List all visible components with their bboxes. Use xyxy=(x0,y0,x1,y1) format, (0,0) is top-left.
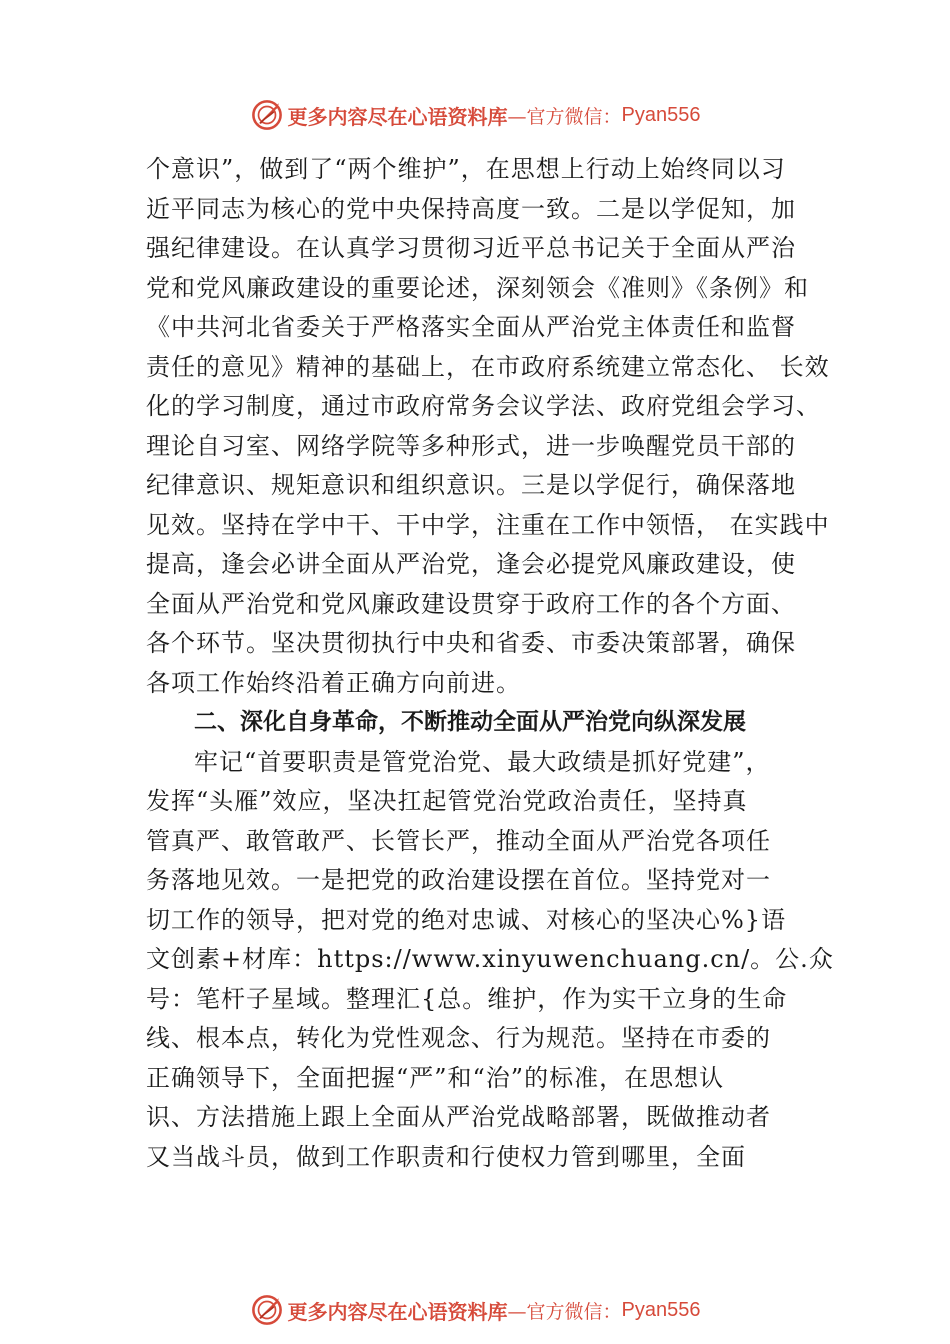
text-line: 识、方法措施上跟上全面从严治党战略部署，既做推动者 xyxy=(146,1103,771,1131)
text-line: 发挥“头雁”效应，坚决扛起管党治党政治责任，坚持真 xyxy=(146,787,748,815)
text-line: 强纪律建设。在认真学习贯彻习近平总书记关于全面从严治 xyxy=(146,234,796,262)
text-line: 务落地见效。一是把党的政治建设摆在首位。坚持党对一 xyxy=(146,866,771,894)
text-line: 《中共河北省委关于严格落实全面从严治党主体责任和监督 xyxy=(146,313,796,341)
header-banner xyxy=(0,95,950,135)
banner-sub-text: —官方微信： xyxy=(507,1300,622,1323)
logo-icon xyxy=(250,98,284,132)
text-line: 管真严、敢管敢严、长管长严，推动全面从严治党各项任 xyxy=(146,826,771,855)
text-line: 各项工作始终沿着正确方向前进。 xyxy=(146,668,521,697)
text-line: 正确领导下，全面把握“严”和“治”的标准，在思想认 xyxy=(146,1063,725,1092)
text-line: 近平同志为核心的党中央保持高度一致。二是以学促知，加 xyxy=(146,194,796,223)
text-line: 纪律意识、规矩意识和组织意识。三是以学促行，确保落地 xyxy=(146,471,796,499)
text-line: 切工作的领导，把对党的绝对忠诚、对核心的坚决心%}语 xyxy=(146,905,787,934)
logo-icon xyxy=(250,1293,284,1327)
footer-banner xyxy=(0,1290,950,1330)
text-line: 各个环节。坚决贯彻执行中央和省委、市委决策部署，确保 xyxy=(146,629,796,657)
text-line: 号：笔杆子星域。整理汇{总。维护，作为实干立身的生命 xyxy=(146,984,788,1013)
text-line: 提高，逢会必讲全面从严治党，逢会必提党风廉政建设，使 xyxy=(146,550,796,578)
banner-account: Pyan556 xyxy=(621,1298,701,1321)
text-line: 又当战斗员，做到工作职责和行使权力管到哪里，全面 xyxy=(146,1142,746,1171)
text-line: 化的学习制度，通过市政府常务会议学法、政府党组会学习、 xyxy=(146,392,821,420)
text-line: 个意识”，做到了“两个维护”，在思想上行动上始终同以习 xyxy=(146,155,786,183)
document-body xyxy=(146,150,834,1177)
section-heading: 二、深化自身革命，不断推动全面从严治党向纵深发展 xyxy=(194,709,746,735)
banner-account: Pyan556 xyxy=(621,103,701,126)
banner-main-text: 更多内容尽在心语资料库 xyxy=(287,104,508,129)
banner-main-text: 更多内容尽在心语资料库 xyxy=(287,1299,508,1324)
banner-sub-text: —官方微信： xyxy=(507,105,622,128)
text-line: 全面从严治党和党风廉政建设贯穿于政府工作的各个方面、 xyxy=(146,589,796,618)
text-line: 党和党风廉政建设的重要论述，深刻领会《准则》《条例》和 xyxy=(146,273,809,302)
text-line: 见效。坚持在学中干、干中学，注重在工作中领悟， 在实践中 xyxy=(146,510,830,539)
text-line: 线、根本点，转化为党性观念、行为规范。坚持在市委的 xyxy=(146,1024,771,1052)
text-line: 文创素+材库：https://www.xinyuwenchuang.cn/。公.众 xyxy=(146,945,834,973)
text-line: 牢记“首要职责是管党治党、最大政绩是抓好党建”， xyxy=(194,747,771,776)
text-line: 理论自习室、网络学院等多种形式，进一步唤醒党员干部的 xyxy=(146,431,796,460)
text-line: 责任的意见》精神的基础上，在市政府系统建立常态化、 长效 xyxy=(146,352,830,381)
